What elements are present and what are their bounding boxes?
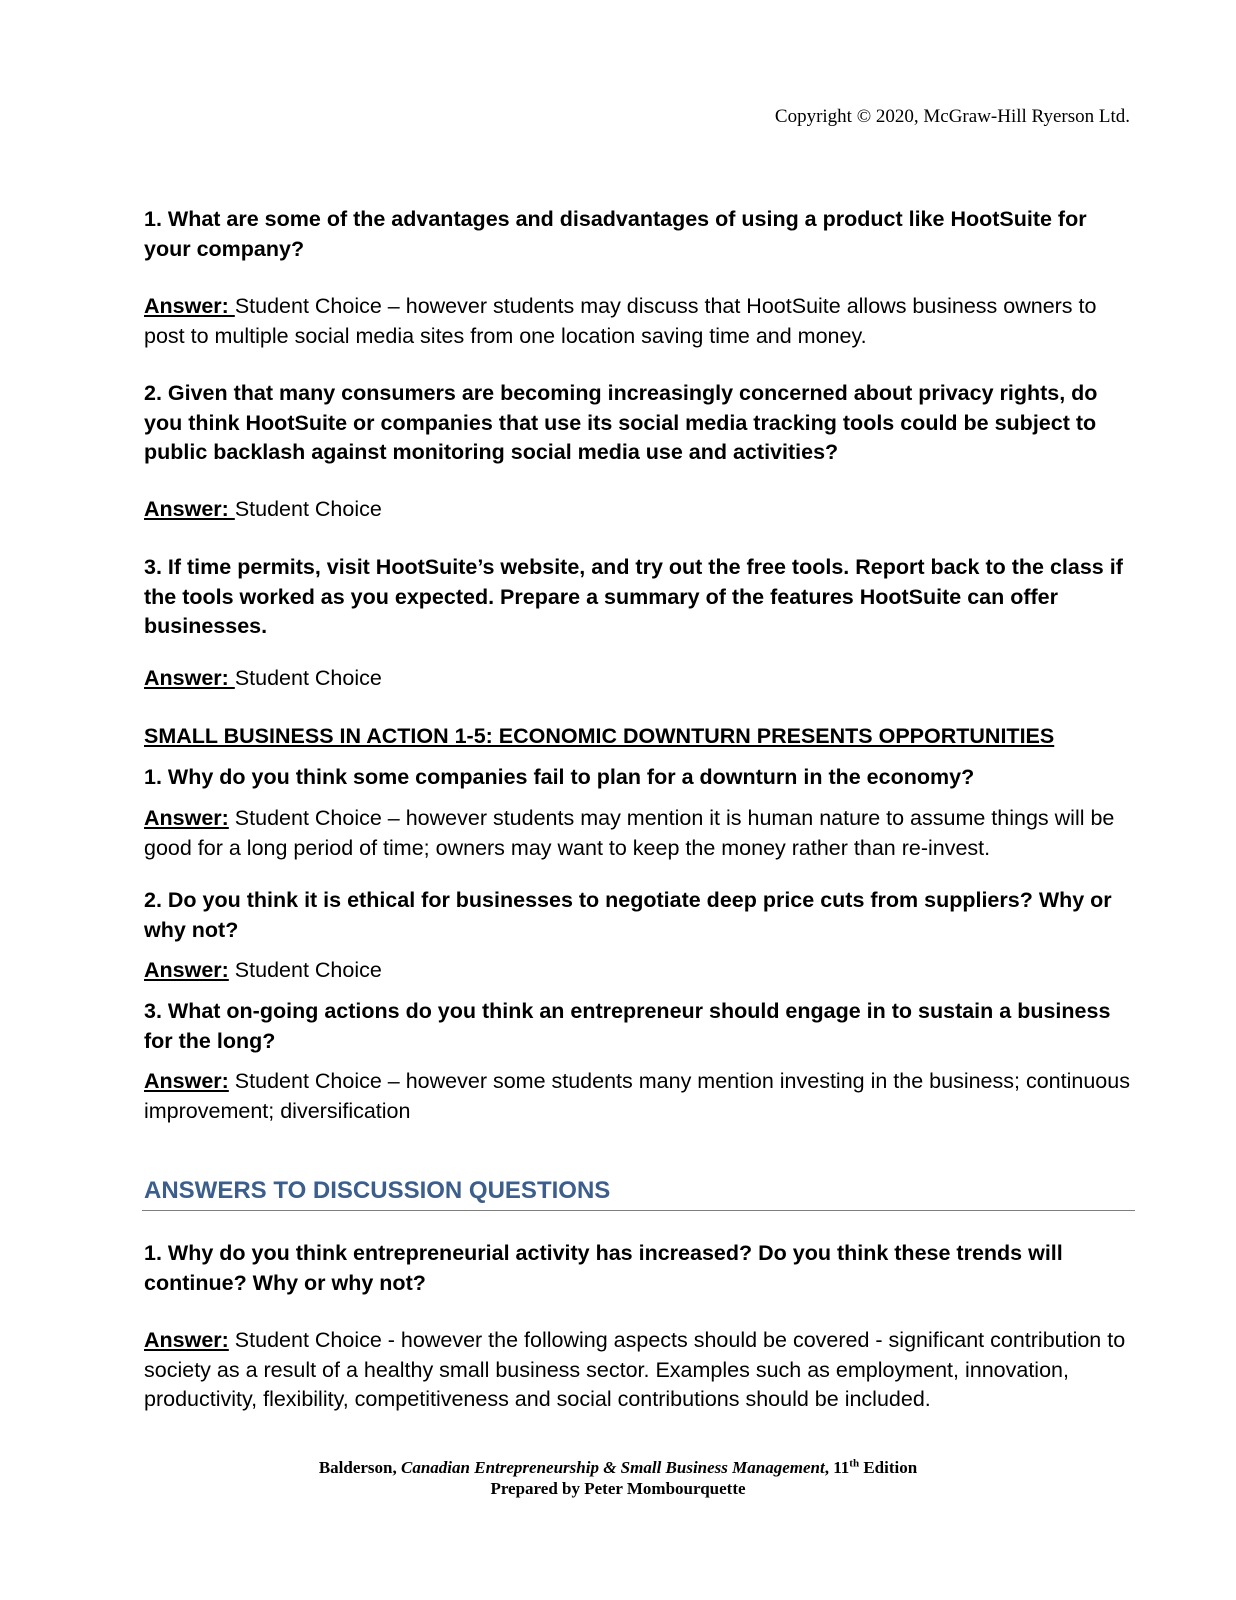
page-footer (0, 1457, 1236, 1499)
section-heading-text: SMALL BUSINESS IN ACTION 1-5: ECONOMIC DOWNTURN PRESENTS OPPORTUNITIES (144, 724, 1055, 748)
footer-book-title: Canadian Entrepreneurship & Small Business Management (401, 1458, 825, 1477)
answer-text: Student Choice – however students may discuss that HootSuite allows business owners to post to multiple social media sites from one location saving time and money. (144, 294, 1097, 348)
answer-label: Answer: (144, 806, 229, 830)
question-text: 1. Why do you think entrepreneurial activity has increased? Do you think these trends will continue? Why or why not? (144, 1241, 1063, 1295)
question-3-text: 3. If time permits, visit HootSuite’s website, and try out the free tools. Report back to the class if the tools worked as you expected. Prepare a summary of the features HootSuite can offer businesses. (144, 555, 1123, 638)
answer-text: Student Choice (228, 958, 382, 982)
question-text: 2. Do you think it is ethical for businesses to negotiate deep price cuts from suppliers? Why or why not? (144, 888, 1112, 942)
answer-label: Answer: (144, 294, 235, 318)
answer-text: Student Choice (234, 666, 382, 690)
answer-text: Student Choice - however the following aspects should be covered - significant contribution to society as a result of a healthy small business sector. Examples such as employment, innovation, productivity, flexibility, competitiveness and social contributions should be included. (144, 1328, 1126, 1411)
discussion-heading: ANSWERS TO DISCUSSION QUESTIONS (144, 1177, 611, 1204)
footer-edition-num: , 11 (824, 1458, 850, 1477)
question-text: 1. Why do you think some companies fail to plan for a downturn in the economy? (144, 765, 975, 789)
discussion-answer-1 (144, 1326, 1139, 1415)
answer-label: Answer: (144, 666, 235, 690)
question-text: 3. What on-going actions do you think an entrepreneur should engage in to sustain a business for the long? (144, 999, 1111, 1053)
section-question-3 (144, 997, 1139, 1056)
footer-edition-word: Edition (859, 1458, 918, 1477)
answer-text: Student Choice (234, 497, 382, 521)
question-1-text: 1. What are some of the advantages and disadvantages of using a product like HootSuite for your company? (144, 207, 1087, 261)
copyright-notice: Copyright © 2020, McGraw-Hill Ryerson Ltd. (774, 106, 1130, 127)
answer-label: Answer: (144, 958, 229, 982)
question-2 (144, 379, 1139, 468)
section-heading (144, 722, 1139, 752)
answer-2 (144, 495, 1139, 525)
answer-3 (144, 664, 1139, 694)
section-question-2 (144, 886, 1139, 945)
answer-text: Student Choice – however some students many mention investing in the business; continuous improvement; diversification (144, 1069, 1130, 1123)
answer-text: Student Choice – however students may mention it is human nature to assume things will be good for a long period of time; owners may want to keep the money rather than re-invest. (144, 806, 1115, 860)
discussion-question-1 (144, 1239, 1139, 1298)
answer-label: Answer: (144, 1328, 229, 1352)
question-1 (144, 205, 1139, 264)
footer-author: Balderson, (318, 1458, 402, 1477)
answer-1 (144, 292, 1139, 351)
footer-citation (0, 1457, 1236, 1478)
answer-label: Answer: (144, 1069, 229, 1093)
section-answer-1 (144, 804, 1139, 863)
question-3 (144, 553, 1139, 642)
answer-label: Answer: (144, 497, 235, 521)
footer-prepared-by: Prepared by Peter Mombourquette (490, 1479, 746, 1498)
section-answer-3 (144, 1067, 1139, 1126)
question-2-text: 2. Given that many consumers are becoming increasingly concerned about privacy rights, do you think HootSuite or companies that use its social media tracking tools could be subject to public backlash against monitoring social media use and activities? (144, 381, 1098, 464)
section-answer-2 (144, 956, 1139, 986)
heading-divider (142, 1210, 1135, 1211)
section-question-1 (144, 763, 1139, 793)
footer-edition-sup: th (849, 1457, 860, 1470)
